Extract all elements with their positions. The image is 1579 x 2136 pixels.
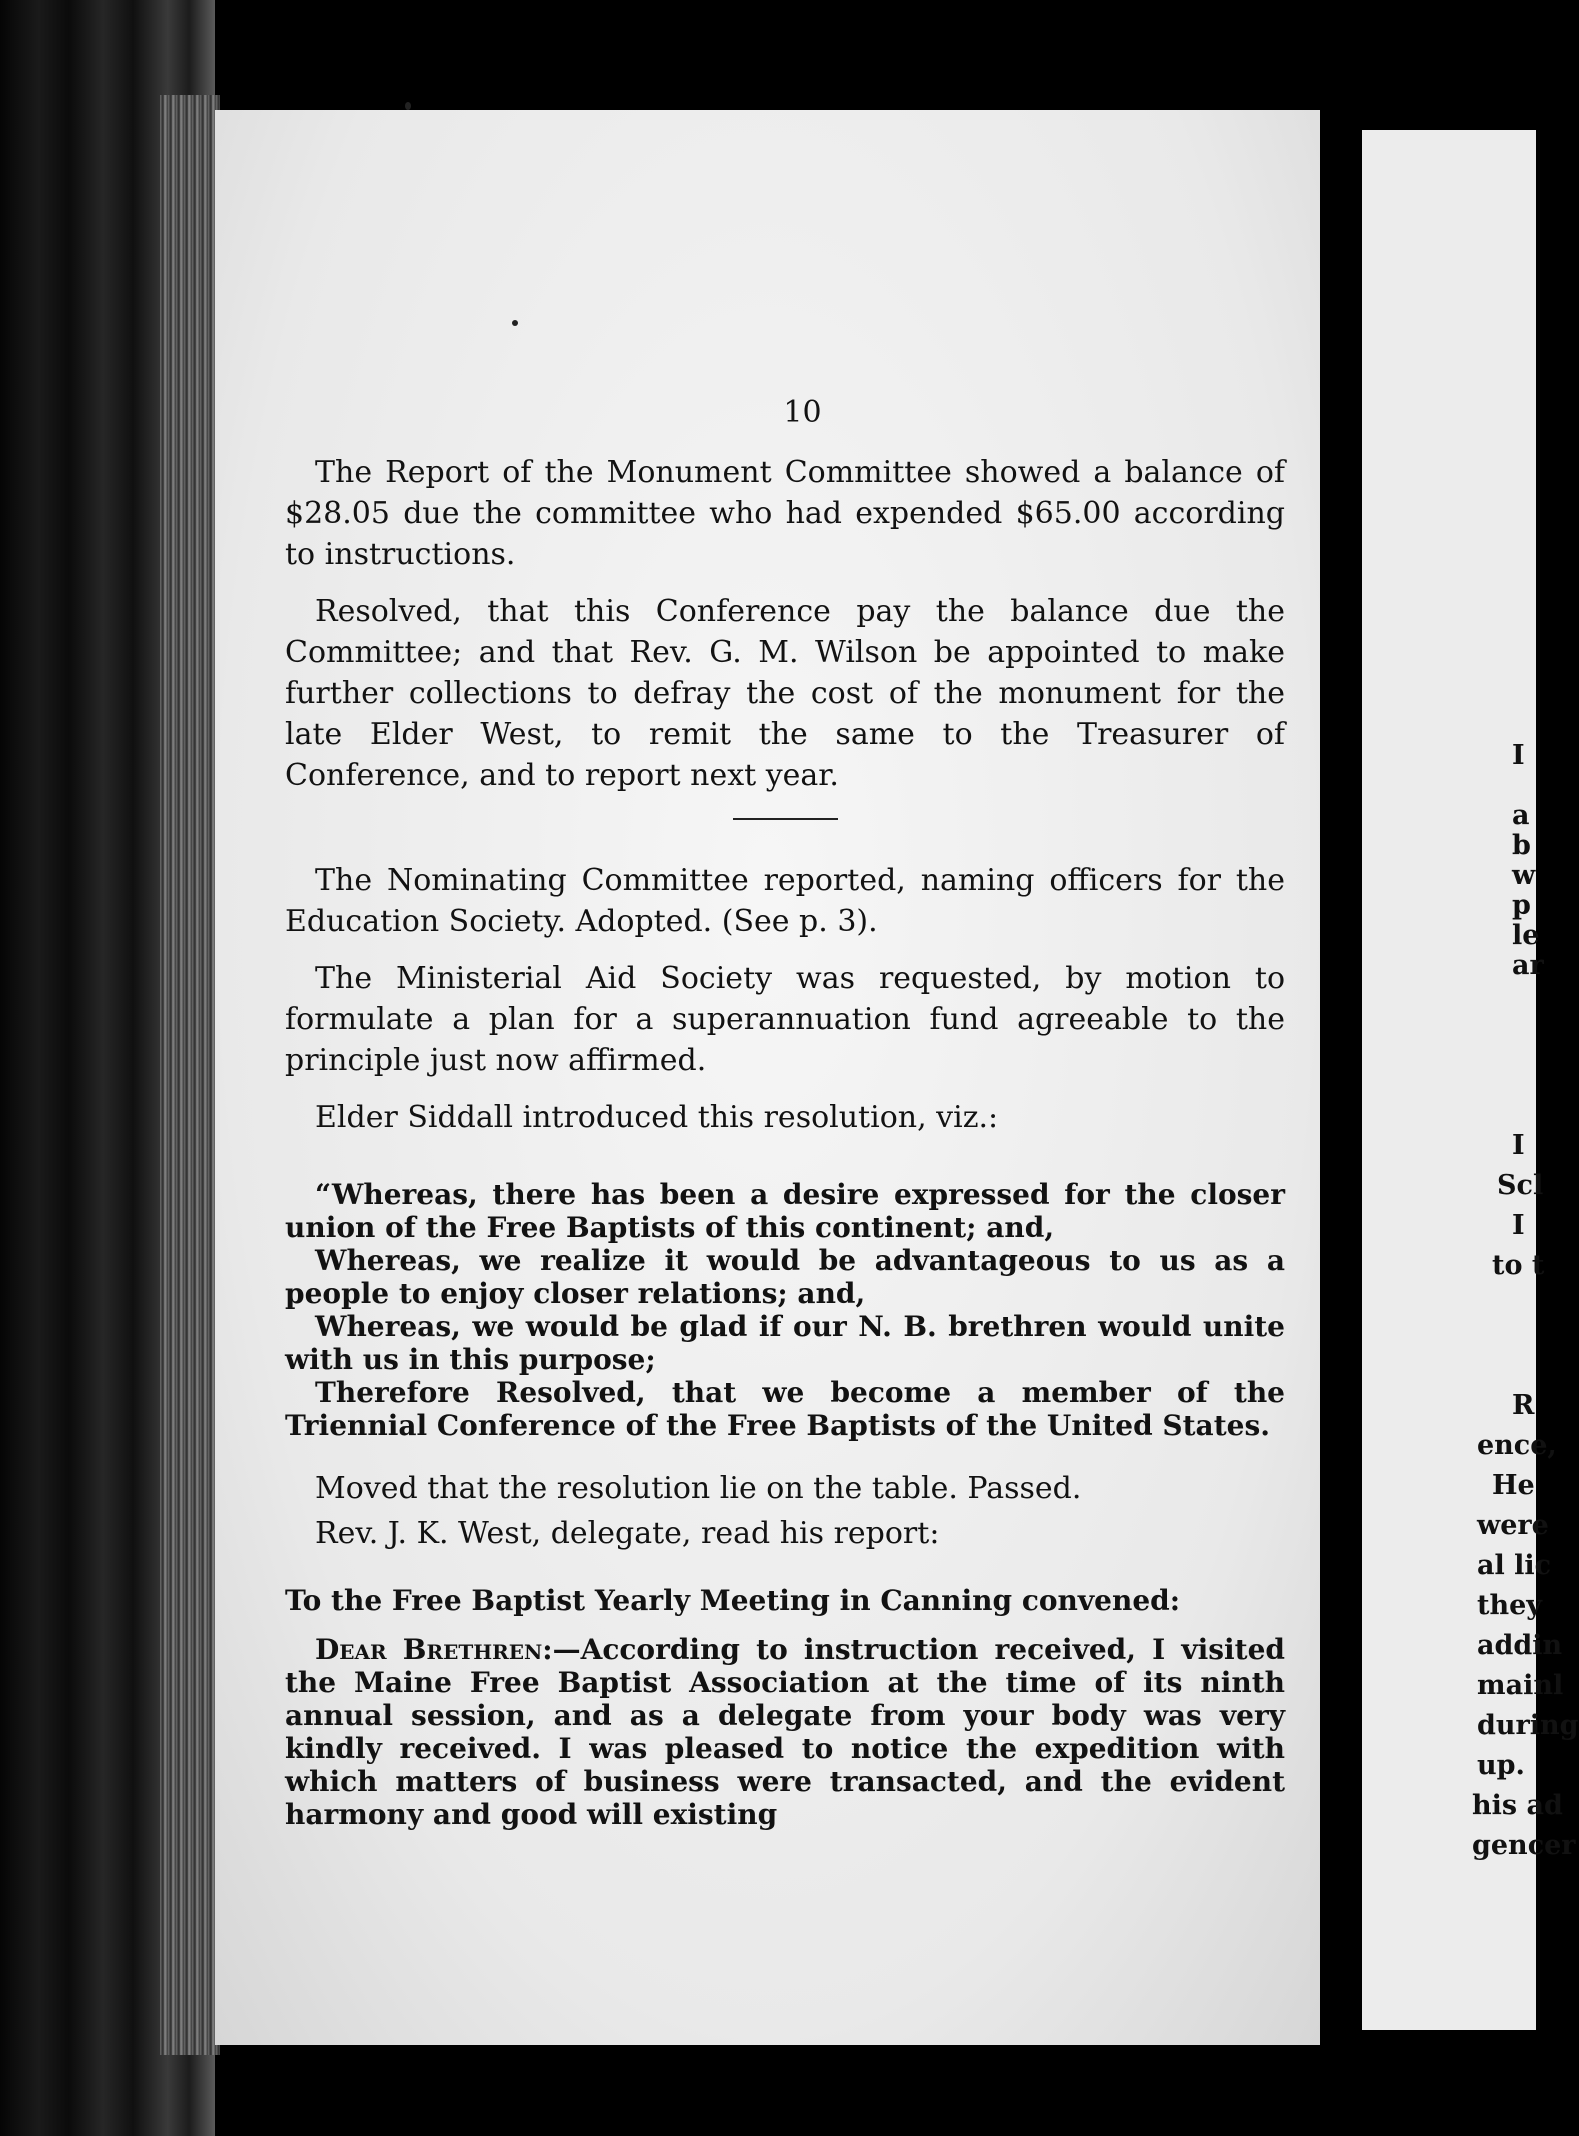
letter-salutation: Dear Brethren [315, 1633, 543, 1666]
letter-text: :—According to instruction received, I visited the Maine Free Baptist Association at the time of its ninth annual session, and as a delegate from your body was very kindly received. I was pleased to notice the expedition with which matters of business were transacted, and the evident harmony and good will existing [285, 1633, 1285, 1831]
right-fragment: during [1477, 1710, 1579, 1741]
ink-speck [405, 102, 411, 110]
page-edges [160, 95, 220, 2055]
right-page [1362, 130, 1579, 2030]
paragraph-nominating: The Nominating Committee reported, naming officers for the Education Society. Adopted. (See p. 3). [285, 863, 1285, 939]
right-fragment: ar [1512, 950, 1544, 981]
ink-speck [512, 320, 518, 326]
resolution-line: Whereas, we realize it would be advantageous to us as a people to enjoy closer relations; and, [285, 1244, 1285, 1310]
section-divider [733, 818, 838, 820]
letter-address: To the Free Baptist Yearly Meeting in Canning convened: [285, 1584, 1181, 1617]
right-fragment: up. [1477, 1750, 1525, 1781]
right-fragment: his ad [1472, 1790, 1563, 1821]
right-fragment: I [1512, 1210, 1525, 1241]
right-fragment: le [1512, 920, 1540, 951]
paragraph-moved: Moved that the resolution lie on the table. Passed. [315, 1471, 1082, 1506]
paragraph-resolved-balance: Resolved, that this Conference pay the balance due the Committee; and that Rev. G. M. Wilson be appointed to make further collections to defray the cost of the monument for the late Elder West, to remit the same to the Treasurer of Conference, and to report next year. [285, 594, 1285, 793]
page-text [285, 395, 1285, 1847]
letter-block [285, 1584, 1285, 1831]
right-fragment: were [1477, 1510, 1549, 1541]
right-fragment: p [1512, 890, 1531, 921]
resolution-block [285, 1178, 1285, 1442]
letter-body [285, 1633, 1285, 1831]
paragraph-west-report: Rev. J. K. West, delegate, read his report: [315, 1516, 940, 1551]
paragraph-ministerial-aid: The Ministerial Aid Society was requested, by motion to formulate a plan for a superannuation fund agreeable to the principle just now affirmed. [285, 961, 1285, 1078]
resolution-line: “Whereas, there has been a desire expressed for the closer union of the Free Baptists of this continent; and, [285, 1178, 1285, 1244]
right-fragment: a [1512, 800, 1530, 831]
right-fragment: mainl [1477, 1670, 1564, 1701]
right-fragment: I [1512, 1130, 1525, 1161]
right-fragment: ence, [1477, 1430, 1557, 1461]
resolution-line: Therefore Resolved, that we become a member of the Triennial Conference of the Free Baptists of the United States. [285, 1376, 1285, 1442]
right-fragment: they [1477, 1590, 1542, 1621]
right-fragment: to t [1492, 1250, 1545, 1281]
right-fragment: addin [1477, 1630, 1563, 1661]
right-fragment: Scl [1497, 1170, 1544, 1201]
right-fragment: gencer [1472, 1830, 1576, 1861]
page-number: 10 [783, 395, 822, 430]
book-gutter [1320, 0, 1362, 2136]
right-fragment: b [1512, 830, 1531, 861]
right-fragment: w [1512, 860, 1536, 891]
right-fragment: He [1492, 1470, 1535, 1501]
right-fragment: al lic [1477, 1550, 1552, 1581]
resolution-line: Whereas, we would be glad if our N. B. brethren would unite with us in this purpose; [285, 1310, 1285, 1376]
paragraph-siddall-intro: Elder Siddall introduced this resolution, viz.: [315, 1100, 999, 1135]
right-fragment: R [1512, 1390, 1535, 1421]
right-fragment: I [1512, 740, 1525, 771]
left-page [215, 110, 1320, 2045]
paragraph-monument-report: The Report of the Monument Committee showed a balance of $28.05 due the committee who had expended $65.00 according to instructions. [285, 455, 1285, 572]
